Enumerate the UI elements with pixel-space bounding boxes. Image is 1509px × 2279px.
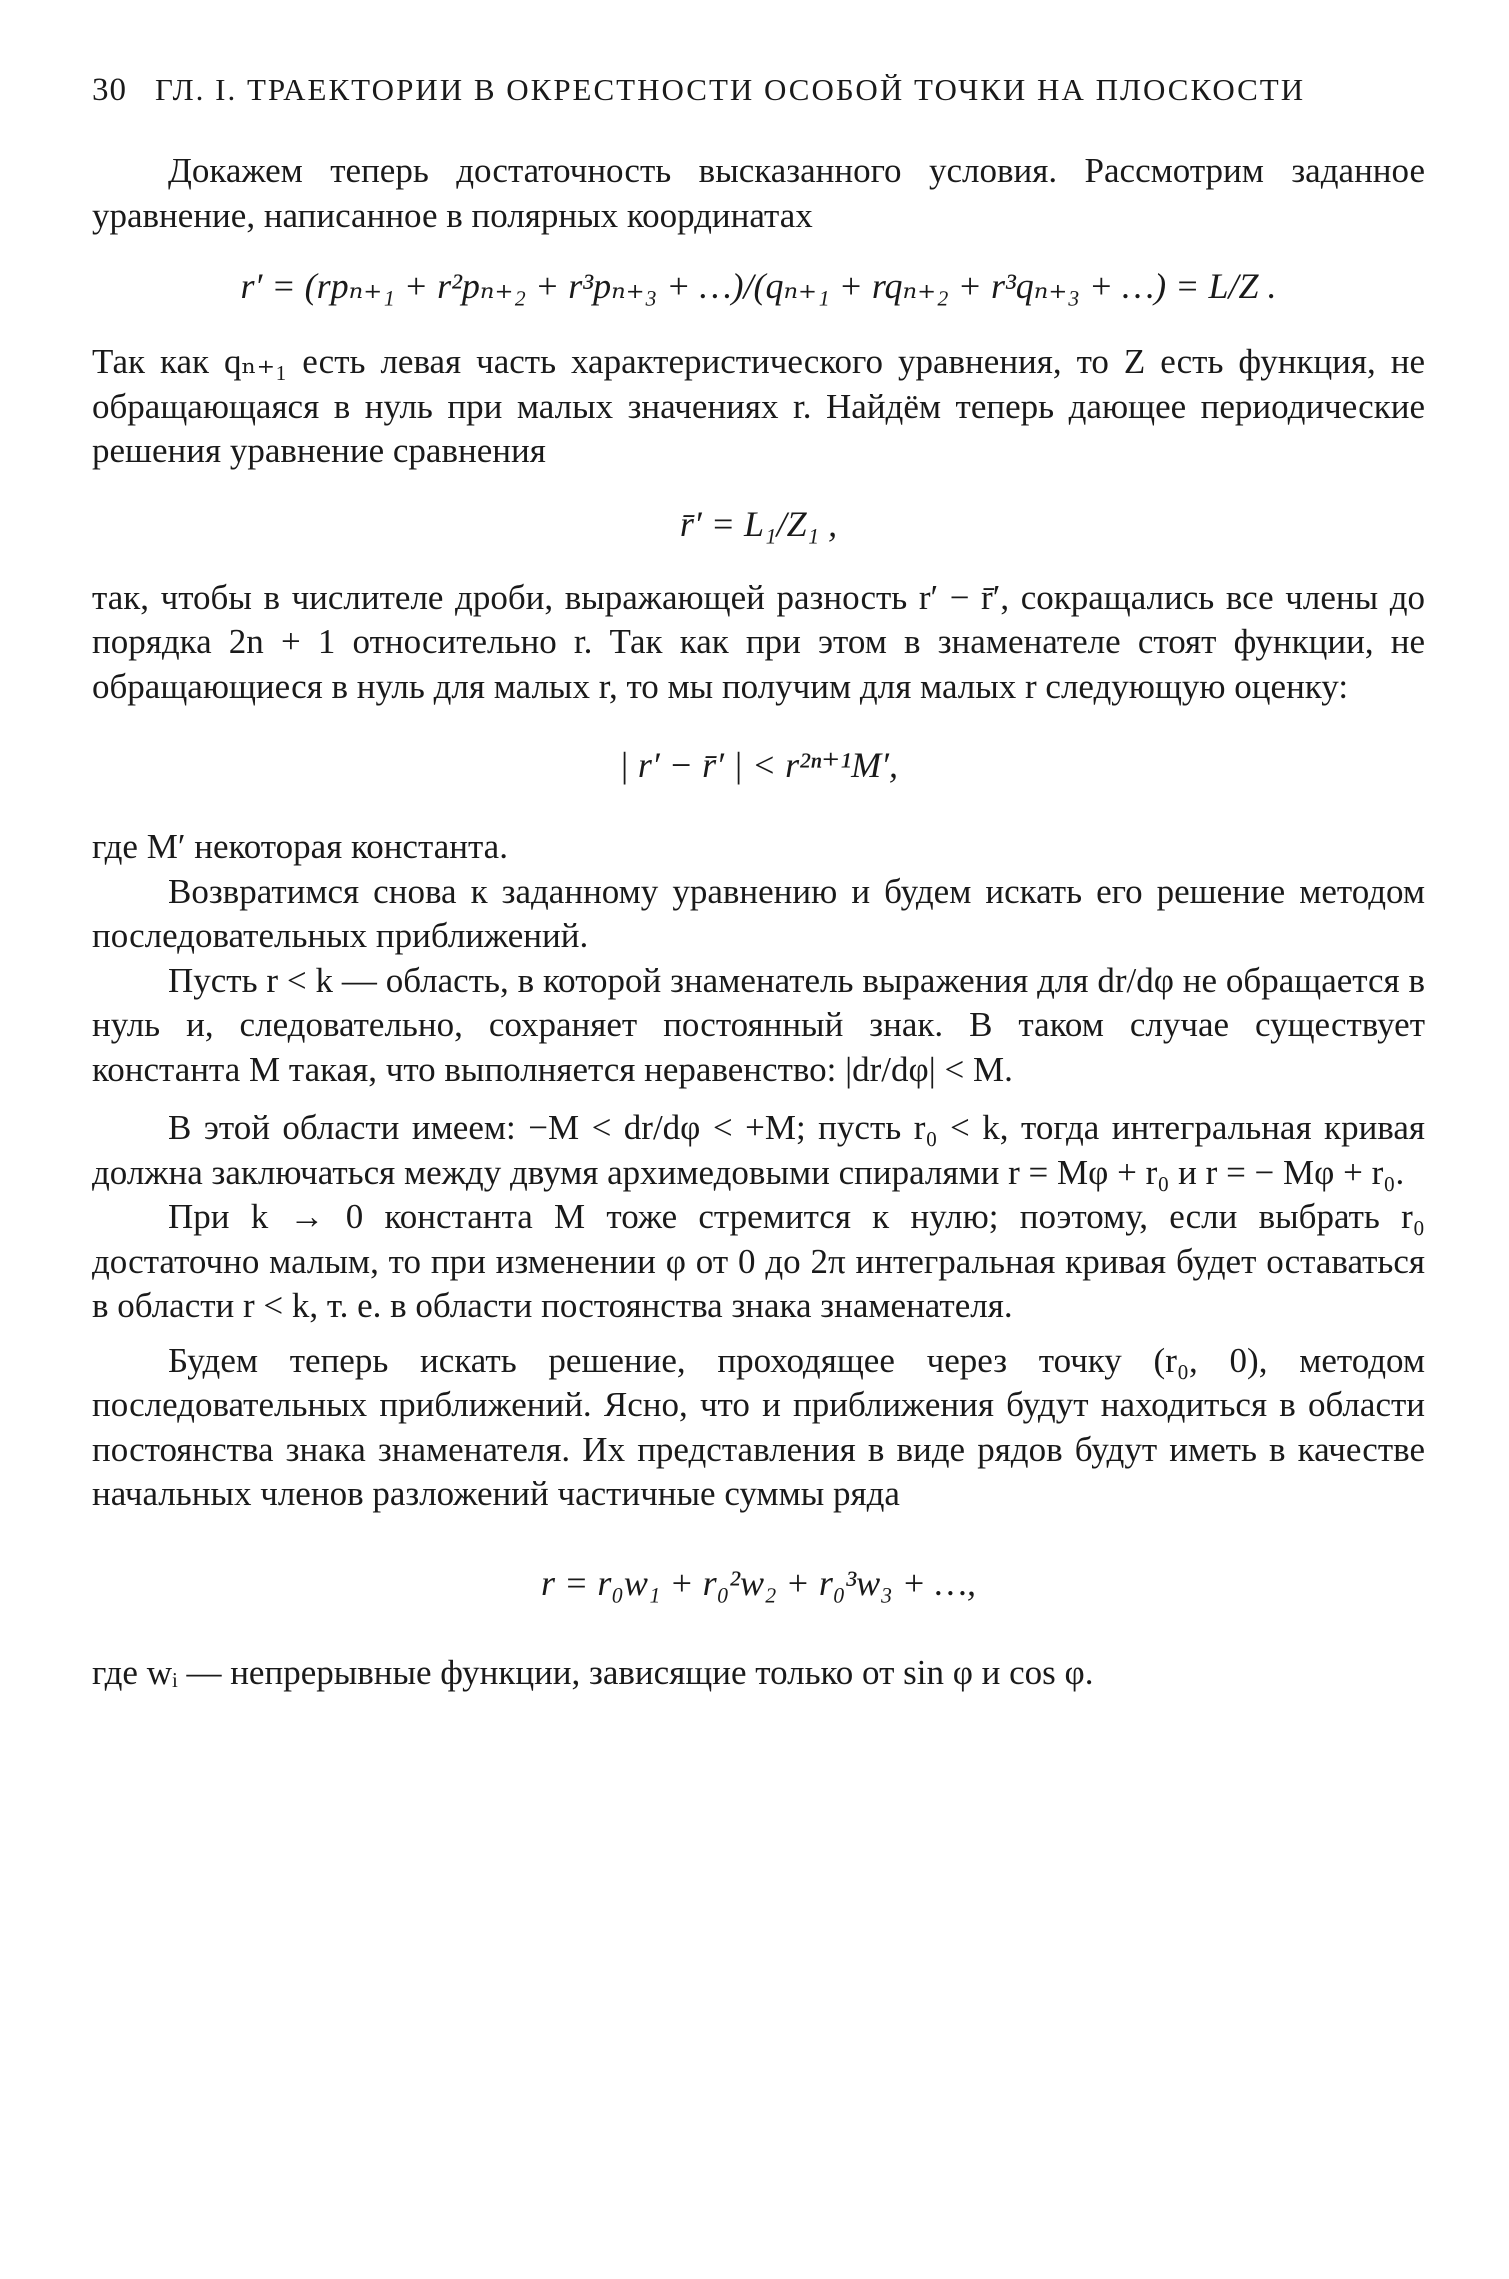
paragraph: Будем теперь искать решение, проходящее через точку (r₀, 0), методом последовательных приближений. Ясно, что и приближения будут находиться в области постоянства знака знаменателя. Их представления в виде рядов будут иметь в качестве начальных членов разложений частичные суммы ряда [92,1340,1425,1513]
paragraph: так, чтобы в числителе дроби, выражающей разность r′ − r̄′, сокращались все члены до порядка 2n + 1 относительно r. Так как при этом в знаменателе стоят функции, не обращающиеся в нуль для малых r, то мы получим для малых r следующую оценку: [92,577,1425,706]
formula-estimate: | r′ − r̄′ | < r²ⁿ⁺¹M′, [619,745,898,785]
paragraph: Докажем теперь достаточность высказанного условия. Рассмотрим заданное уравнение, написанное в полярных координатах [92,151,1425,235]
running-header [92,72,1425,109]
paragraph: где wᵢ — непрерывные функции, зависящие только от sin φ и cos φ. [92,1652,1094,1692]
paragraph: где M′ некоторая константа. [92,827,508,866]
chapter-title: ГЛ. I. ТРАЕКТОРИИ В ОКРЕСТНОСТИ ОСОБОЙ ТОЧКИ НА ПЛОСКОСТИ [155,72,1306,107]
formula-series: r = r₀w₁ + r₀²w₂ + r₀³w₃ + …, [541,1562,976,1603]
paragraph: В этой области имеем: −M < dr/dφ < +M; пусть r₀ < k, тогда интегральная кривая должна заключаться между двумя архимедовыми спиралями r = Mφ + r₀ и r = − Mφ + r₀. [92,1108,1425,1192]
paragraph: Возвратимся снова к заданному уравнению и будем искать его решение методом последовательных приближений. [92,871,1425,955]
formula-r-prime: r′ = (rpₙ₊₁ + r²pₙ₊₂ + r³pₙ₊₃ + …)/(qₙ₊₁ + rqₙ₊₂ + r³qₙ₊₃ + …) = L/Z . [240,266,1277,306]
paragraph: При k → 0 константа M тоже стремится к нулю; поэтому, если выбрать r₀ достаточно малым, то при изменении φ от 0 до 2π интегральная кривая будет оставаться в области r < k, т. е. в области постоянства знака знаменателя. [92,1197,1425,1325]
page-number: 30 [92,72,127,108]
formula-comparison-equation: r̄′ = L₁/Z₁ , [679,503,838,544]
paragraph: Пусть r < k — область, в которой знаменатель выражения для dr/dφ не обращается в нуль и, следовательно, сохраняет постоянный знак. В таком случае существует константа M такая, что выполняется неравенство: |dr/dφ| < M. [92,960,1425,1089]
paragraph: Так как qₙ₊₁ есть левая часть характеристического уравнения, то Z есть функция, не обращающаяся в нуль при малых значениях r. Найдём теперь дающее периодические решения уравнение сравнения [92,342,1425,470]
